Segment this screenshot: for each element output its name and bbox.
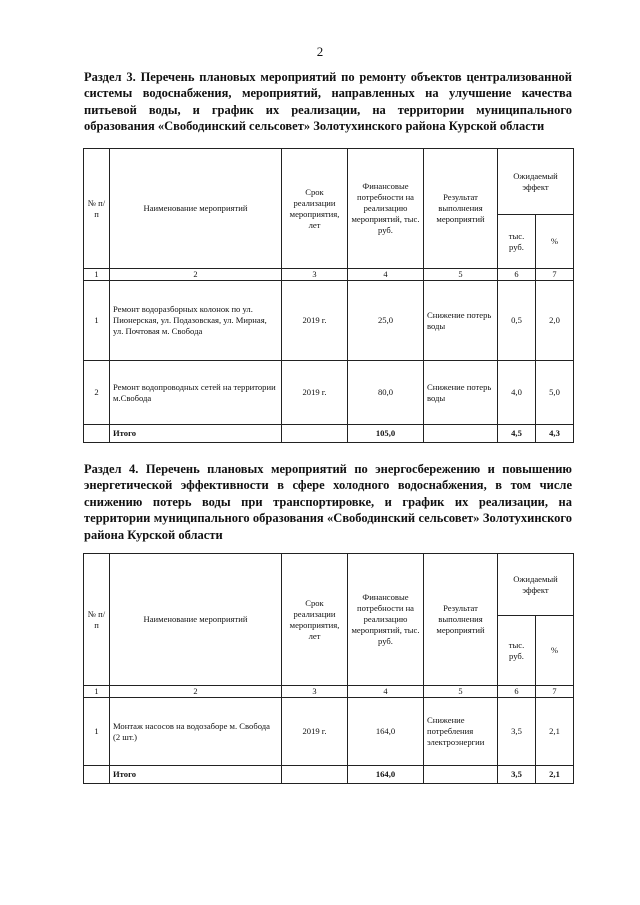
row-rub: 3,5 (498, 698, 536, 766)
section3-heading: Раздел 3. Перечень плановых мероприятий по ремонту объектов централизованной системы водоснабжения, мероприятий, направленных на улучшение качества питьевой воды, и график их реализации, на территории муниципального образования «Свободинский сельсовет» Золотухинского района Курской области (84, 70, 572, 134)
col-number: 4 (348, 269, 424, 281)
col-number: 3 (282, 269, 348, 281)
total-rub: 3,5 (498, 766, 536, 784)
row-result: Снижение потерь воды (424, 281, 498, 361)
total-finance: 164,0 (348, 766, 424, 784)
row-term: 2019 г. (282, 281, 348, 361)
table-row (84, 698, 574, 766)
row-pct: 5,0 (536, 361, 574, 425)
header-num: № п/п (84, 149, 110, 269)
header-thousand-rub: тыс. руб. (498, 215, 536, 269)
col-number: 3 (282, 686, 348, 698)
row-rub: 4,0 (498, 361, 536, 425)
col-number: 5 (424, 269, 498, 281)
header-term: Срок реализации мероприятия, лет (282, 554, 348, 686)
header-finance: Финансовые потребности на реализацию мероприятий, тыс. руб. (348, 554, 424, 686)
row-num: 2 (84, 361, 110, 425)
row-pct: 2,1 (536, 698, 574, 766)
total-pct: 4,3 (536, 425, 574, 443)
row-num: 1 (84, 281, 110, 361)
row-finance: 80,0 (348, 361, 424, 425)
header-percent: % (536, 616, 574, 686)
total-label: Итого (110, 425, 282, 443)
total-pct: 2,1 (536, 766, 574, 784)
table-row (84, 281, 574, 361)
page-number: 2 (316, 44, 324, 59)
total-row (84, 766, 574, 784)
header-term: Срок реализации мероприятия, лет (282, 149, 348, 269)
row-term: 2019 г. (282, 361, 348, 425)
col-number: 4 (348, 686, 424, 698)
row-name: Ремонт водоразборных колонок по ул. Пионерская, ул. Подазовская, ул. Мирная, ул. Почтовая м. Свобода (110, 281, 282, 361)
header-result: Результат выполнения мероприятий (424, 149, 498, 269)
header-percent: % (536, 215, 574, 269)
row-pct: 2,0 (536, 281, 574, 361)
col-number: 7 (536, 269, 574, 281)
header-name: Наименование мероприятий (110, 554, 282, 686)
section4-heading: Раздел 4. Перечень плановых мероприятий по энергосбережению и повышению энергетической эффективности в сфере холодного водоснабжения, в том числе снижению потерь воды при транспортировке, и график их реализации, на территории муниципального образования «Свободинский сельсовет» Золотухинского района Курской области (84, 462, 572, 542)
col-number: 2 (110, 269, 282, 281)
col-number: 1 (84, 269, 110, 281)
total-rub: 4,5 (498, 425, 536, 443)
total-label: Итого (110, 766, 282, 784)
header-effect: Ожидаемый эффект (498, 554, 574, 616)
section3-table (83, 148, 574, 443)
header-thousand-rub: тыс. руб. (498, 616, 536, 686)
total-row (84, 425, 574, 443)
col-number: 7 (536, 686, 574, 698)
header-name: Наименование мероприятий (110, 149, 282, 269)
section4-table (83, 553, 574, 784)
row-num: 1 (84, 698, 110, 766)
total-finance: 105,0 (348, 425, 424, 443)
col-number: 6 (498, 686, 536, 698)
header-finance: Финансовые потребности на реализацию мероприятий, тыс. руб. (348, 149, 424, 269)
row-name: Монтаж насосов на водозаборе м. Свобода (2 шт.) (110, 698, 282, 766)
col-number: 5 (424, 686, 498, 698)
table-row (84, 361, 574, 425)
header-num: № п/п (84, 554, 110, 686)
row-rub: 0,5 (498, 281, 536, 361)
row-name: Ремонт водопроводных сетей на территории м.Свобода (110, 361, 282, 425)
col-number: 1 (84, 686, 110, 698)
header-result: Результат выполнения мероприятий (424, 554, 498, 686)
header-effect: Ожидаемый эффект (498, 149, 574, 215)
row-finance: 164,0 (348, 698, 424, 766)
row-result: Снижение потребления электроэнергии (424, 698, 498, 766)
row-result: Снижение потерь воды (424, 361, 498, 425)
col-number: 6 (498, 269, 536, 281)
col-number: 2 (110, 686, 282, 698)
row-finance: 25,0 (348, 281, 424, 361)
row-term: 2019 г. (282, 698, 348, 766)
